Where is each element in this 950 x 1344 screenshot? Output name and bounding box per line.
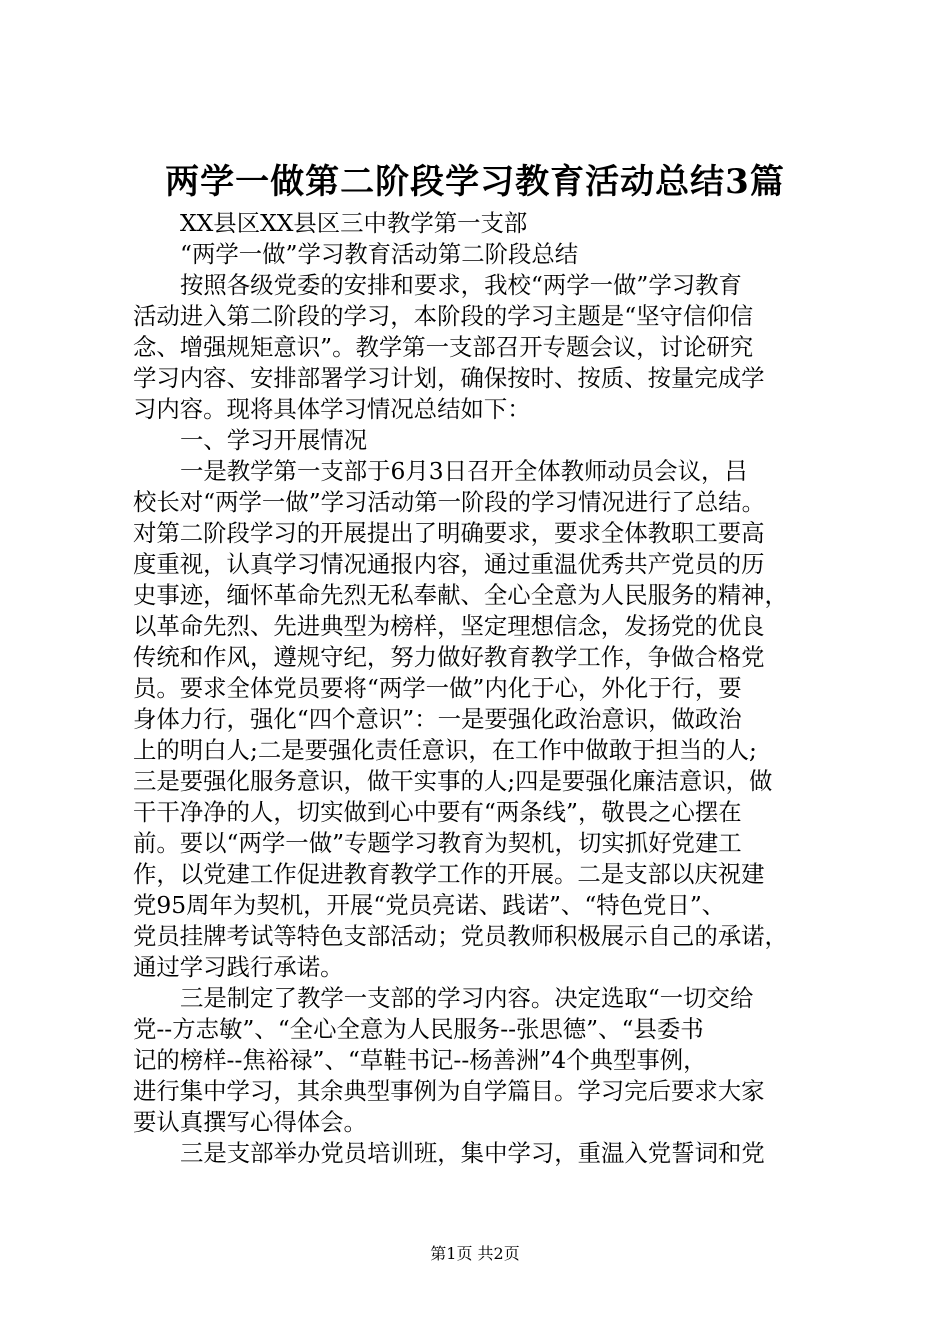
text-line: 一、学习开展情况 xyxy=(180,426,368,454)
text-line: 度重视，认真学习情况通报内容，通过重温优秀共产党员的历 xyxy=(133,550,765,578)
text-line: 三是要强化服务意识，做干实事的人;四是要强化廉洁意识，做 xyxy=(133,767,773,795)
text-line: 前。要以“两学一做”专题学习教育为契机，切实抓好党建工 xyxy=(133,829,742,857)
text-line: 作，以党建工作促进教育教学工作的开展。二是支部以庆祝建 xyxy=(133,860,765,888)
text-line: 干干净净的人，切实做到心中要有“两条线”，敬畏之心摆在 xyxy=(133,798,742,826)
text-line: 活动进入第二阶段的学习，本阶段的学习主题是“坚守信仰信 xyxy=(133,302,754,330)
text-line: 史事迹，缅怀革命先烈无私奉献、全心全意为人民服务的精神， xyxy=(133,581,788,609)
text-line: 党95周年为契机，开展“党员亮诺、践诺”、“特色党日”、 xyxy=(133,891,726,919)
text-line: 学习内容、安排部署学习计划，确保按时、按质、按量完成学 xyxy=(133,364,765,392)
text-line: 通过学习践行承诺。 xyxy=(133,953,344,981)
text-line: 传统和作风，遵规守纪，努力做好教育教学工作，争做合格党 xyxy=(133,643,765,671)
text-line: 进行集中学习，其余典型事例为自学篇目。学习完后要求大家 xyxy=(133,1077,765,1105)
text-line: 上的明白人;二是要强化责任意识，在工作中做敢于担当的人; xyxy=(133,736,757,764)
text-line: 身体力行，强化“四个意识”：一是要强化政治意识，做政治 xyxy=(133,705,742,733)
text-line: 党--方志敏”、“全心全意为人民服务--张思德”、“县委书 xyxy=(133,1015,704,1043)
text-line: 记的榜样--焦裕禄”、“草鞋书记--杨善洲”4个典型事例， xyxy=(133,1046,707,1074)
text-line: 以革命先烈、先进典型为榜样，坚定理想信念，发扬党的优良 xyxy=(133,612,765,640)
text-line: 员。要求全体党员要将“两学一做”内化于心，外化于行，要 xyxy=(133,674,742,702)
text-line: 对第二阶段学习的开展提出了明确要求，要求全体教职工要高 xyxy=(133,519,765,547)
text-line: 三是支部举办党员培训班，集中学习，重温入党誓词和党 xyxy=(180,1139,765,1167)
text-line: 党员挂牌考试等特色支部活动；党员教师积极展示自己的承诺， xyxy=(133,922,788,950)
text-line: “两学一做”学习教育活动第二阶段总结 xyxy=(180,240,579,268)
page-footer: 第1页 共2页 xyxy=(430,1244,520,1263)
document-body xyxy=(133,208,843,1169)
text-line: XX县区XX县区三中教学第一支部 xyxy=(180,209,528,237)
text-line: 习内容。现将具体学习情况总结如下： xyxy=(133,395,531,423)
text-line: 按照各级党委的安排和要求，我校“两学一做”学习教育 xyxy=(180,271,742,299)
text-line: 念、增强规矩意识”。教学第一支部召开专题会议，讨论研究 xyxy=(133,333,754,361)
document-title: 两学一做第二阶段学习教育活动总结3篇 xyxy=(165,162,785,202)
text-line: 校长对“两学一做”学习活动第一阶段的学习情况进行了总结。 xyxy=(133,488,766,516)
text-line: 一是教学第一支部于6月3日召开全体教师动员会议，吕 xyxy=(180,457,748,485)
text-line: 三是制定了教学一支部的学习内容。决定选取“一切交给 xyxy=(180,984,754,1012)
text-line: 要认真撰写心得体会。 xyxy=(133,1108,367,1136)
